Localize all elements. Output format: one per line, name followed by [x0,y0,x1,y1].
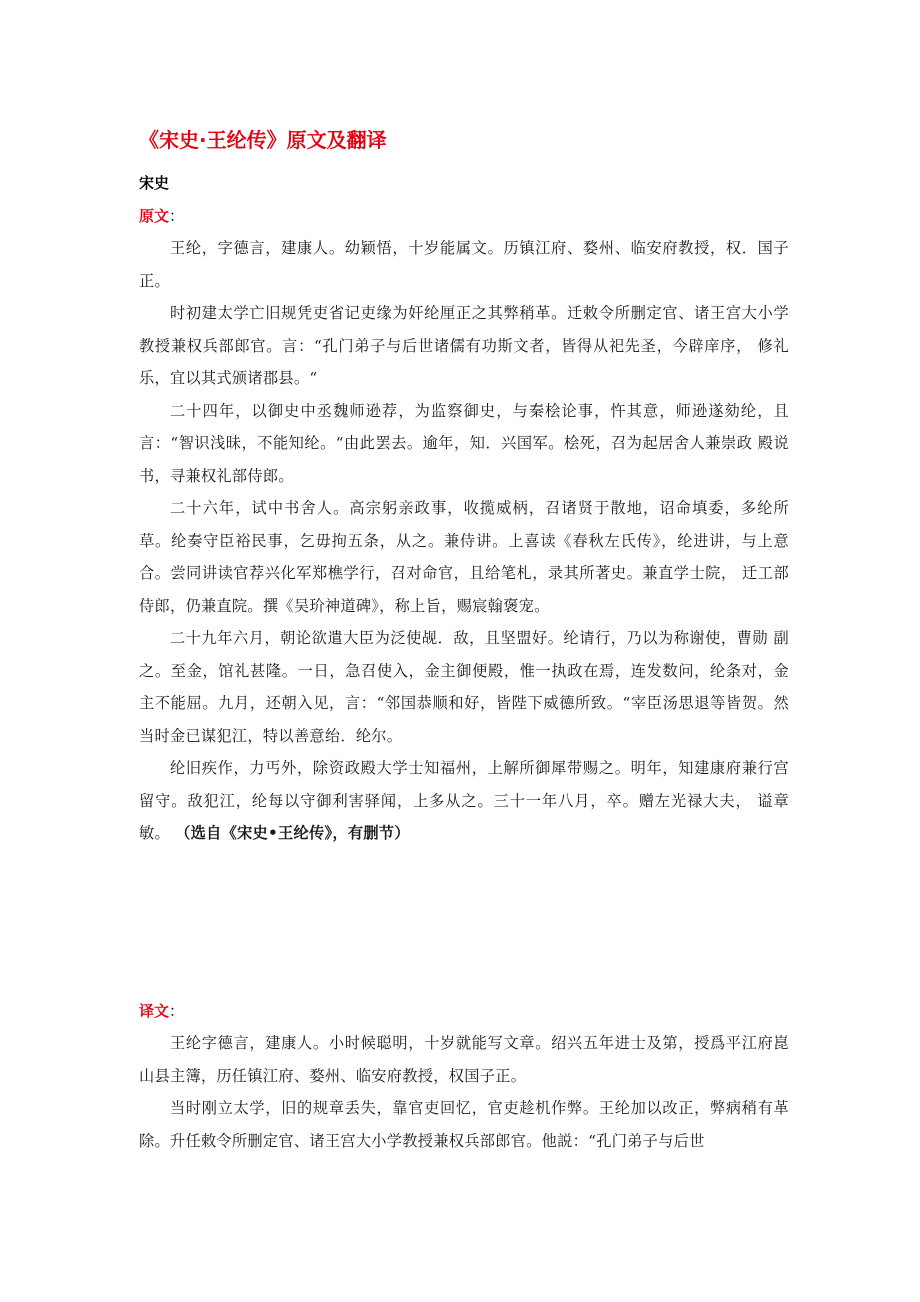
original-paragraph-text: 纶旧疾作，力丐外，除资政殿大学士知福州，上解所御犀带赐之。明年，知建康府兼行宫留守。敌犯江，纶每以守御利害驿闻，上多从之。三十一年八月，卒。赠左光禄大夫， 谥章敏。 [139,759,789,842]
document-title: 《宋史·王纶传》原文及翻译 [139,128,387,152]
translation-paragraph: 王纶字德言，建康人。小时候聪明，十岁就能写文章。绍兴五年进士及第，授爲平江府崑山县主簿，历任镇江府、婺州、临安府教授，权国子正。 [139,1034,789,1085]
original-colon: ： [169,207,185,225]
original-paragraph: 二十九年六月，朝论欲遣大臣为泛使觇．敌，且坚盟好。纶请行，乃以为称谢使，曹勋 副之。至金，馆礼甚隆。一日，急召使入，金主御便殿，惟一执政在焉，连发数问，纶条对，金主不能屈。九月，还朝入见，言：“邻国恭顺和好，皆陛下威德所致。“宰臣汤思退等皆贺。然当时金已谋犯江，特以善意绐．纶尔。 [139,629,789,745]
translation-heading [139,1000,184,1021]
citation: （选自《宋史•王纶传》，有删节） [175,824,410,842]
source-label: 宋史 [139,174,170,192]
translation-section [139,1027,789,1157]
original-paragraph: 王纶，字德言，建康人。幼颖悟，十岁能属文。历镇江府、婺州、临安府教授，权．国子正。 [139,239,789,290]
translation-paragraph: 当时刚立太学，旧的规章丢失，靠官吏回忆，官吏趁机作弊。王纶加以改正，弊病稍有革除。升任敕令所删定官、诸王宫大小学教授兼权兵部郎官。他説：“孔门弟子与后世 [139,1099,789,1150]
translation-label: 译文 [139,1002,170,1020]
original-paragraph: 二十六年，试中书舍人。高宗躬亲政事，收揽威柄，召诸贤于散地，诏命填委，多纶所草。纶奏守臣裕民事，乞毋拘五条，从之。兼侍讲。上喜读《春秋左氏传》，纶进讲，与上意合。尝同讲读官荐兴化军郑樵学行，召对命官，且给笔札，录其所著史。兼直学士院， 迁工部侍郎，仍兼直院。撰《吴玠神道碑》，称上旨，赐宸翰褒宠。 [139,499,789,615]
original-paragraph-last [139,752,789,850]
original-label: 原文 [139,207,170,225]
original-paragraph: 二十四年，以御史中丞魏师逊荐，为监察御史，与秦桧论事，忤其意，师逊遂劾纶，且言：“智识浅昧，不能知纶。“由此罢去。逾年，知．兴国军。桧死，召为起居舍人兼崇政 殿说书，寻兼权礼部侍郎。 [139,401,789,485]
original-text-heading [139,205,184,226]
translation-colon: ： [169,1002,185,1020]
original-paragraph: 时初建太学亡旧规凭吏省记吏缘为奸纶厘正之其弊稍革。迁敕令所删定官、诸王宫大小学教授兼权兵部郎官。言：“孔门弟子与后世诸儒有功斯文者，皆得从祀先圣，今辟庠序， 修礼乐，宜以其式颁诸郡县。“ [139,304,789,387]
original-text-section [139,232,789,850]
